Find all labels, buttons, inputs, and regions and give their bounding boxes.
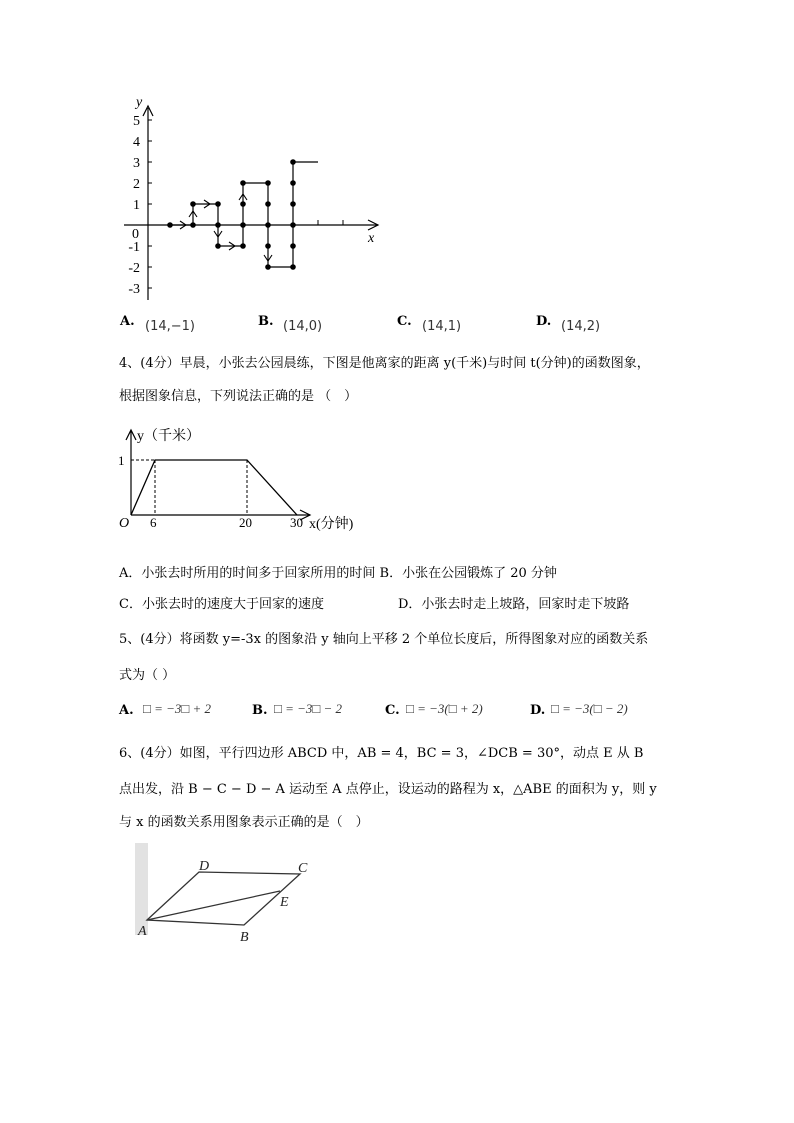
- q6-question-line3: 与 x 的函数关系用图象表示正确的是（ ）: [119, 815, 369, 830]
- segment-ae: [147, 891, 280, 920]
- point-e-label: E: [280, 895, 289, 910]
- q4-distance-time-graph: [115, 425, 365, 537]
- origin-label: O: [119, 516, 130, 531]
- x-axis-label: x: [368, 231, 375, 246]
- q3-option-c-letter: C.: [397, 314, 412, 329]
- y-tick-label: 4: [133, 135, 140, 150]
- q6-question-line2: 点出发，沿 B − C − D − A 运动至 A 点停止，设运动的路程为 x，△ABE 的面积为 y，则 y: [119, 782, 657, 797]
- q4-question-line1: 4、(4分）早晨，小张去公园晨练，下图是他离家的距离 y(千米)与时间 t(分钟)的函数图象，: [119, 356, 650, 371]
- guide-lines: [131, 460, 247, 515]
- y-axis-label: y（千米）: [137, 429, 200, 444]
- y-tick-label: -1: [128, 240, 140, 255]
- q4-option-d: D．小张去时走上坡路，回家时走下坡路: [398, 597, 630, 612]
- q4-option-c: C．小张去时的速度大于回家的速度: [119, 597, 324, 612]
- q5-option-a-value: □ = −3□ + 2: [143, 701, 212, 716]
- q5-option-b-value: □ = −3□ − 2: [274, 701, 343, 716]
- x-tick-label: 6: [150, 515, 157, 530]
- q3-option-d-value: (14,2): [561, 319, 601, 334]
- q3-option-b-value: (14,0): [283, 319, 323, 334]
- parallelogram-abcd: [147, 872, 300, 925]
- y-tick-label: 1: [133, 198, 140, 213]
- q3-option-a-letter: A.: [120, 314, 135, 329]
- q5-option-c-value: □ = −3(□ + 2): [406, 701, 483, 716]
- q3-option-c-value: (14,1): [422, 319, 462, 334]
- q3-option-d-letter: D.: [536, 314, 552, 329]
- x-tick-label: 20: [239, 515, 252, 530]
- q5-question-line2: 式为（ ）: [119, 668, 176, 683]
- origin-label: 0: [132, 227, 139, 242]
- q6-question-line1: 6、(4分）如图，平行四边形 ABCD 中，AB = 4，BC = 3，∠DCB = 30°，动点 E 从 B: [119, 746, 644, 761]
- y-tick-label: 3: [133, 156, 140, 171]
- y-tick-label: -2: [128, 261, 140, 276]
- q3-option-a-value: (14,−1): [145, 319, 195, 334]
- y-tick-label: 2: [133, 177, 140, 192]
- distance-line: [131, 460, 297, 515]
- vertex-c-label: C: [298, 861, 308, 876]
- q3-option-b-letter: B.: [258, 314, 274, 329]
- x-tick-label: 30: [290, 515, 303, 530]
- q5-option-a-letter: A.: [119, 703, 134, 718]
- y-axis-label: y: [136, 95, 143, 110]
- q5-option-d-letter: D.: [530, 703, 546, 718]
- path-points: [167, 159, 296, 270]
- y-tick-label: 1: [118, 453, 125, 468]
- q5-option-b-letter: B.: [252, 703, 268, 718]
- y-tick-label: -3: [128, 282, 140, 297]
- q5-question-line1: 5、(4分）将函数 y=-3x 的图象沿 y 轴向上平移 2 个单位长度后，所得图象对应的函数关系: [119, 632, 649, 647]
- q6-parallelogram-figure: [130, 840, 330, 950]
- q3-step-graph: [118, 92, 388, 304]
- q4-option-a-b: A．小张去时所用的时间多于回家所用的时间 B．小张在公园锻炼了 20 分钟: [119, 566, 557, 581]
- vertex-d-label: D: [199, 859, 210, 874]
- q5-option-d-value: □ = −3(□ − 2): [551, 701, 628, 716]
- q5-option-c-letter: C.: [385, 703, 400, 718]
- vertex-a-label: A: [138, 924, 147, 939]
- x-axis-label: x(分钟): [309, 517, 354, 532]
- q4-question-line2: 根据图象信息，下列说法正确的是 （ ）: [119, 389, 358, 404]
- vertex-b-label: B: [240, 930, 249, 945]
- step-path: [170, 162, 318, 267]
- scan-shadow: [135, 843, 148, 935]
- y-tick-label: 5: [133, 114, 140, 129]
